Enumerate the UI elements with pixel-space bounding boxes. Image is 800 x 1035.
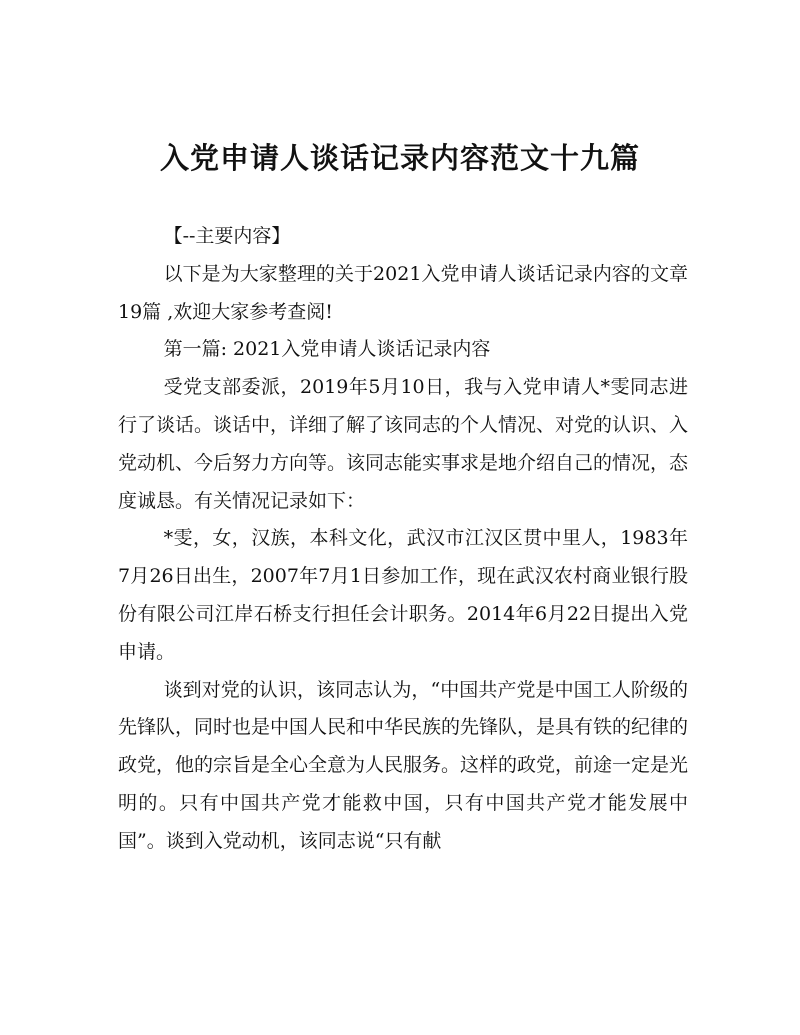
paragraph-chapter-heading: 第一篇: 2021入党申请人谈话记录内容 <box>163 338 491 361</box>
document-title: 入党申请人谈话记录内容范文十九篇 <box>159 141 640 175</box>
document-body <box>118 218 688 861</box>
paragraph-intro: 以下是为大家整理的关于2021入党申请人谈话记录内容的文章19篇 ,欢迎大家参考查阅! <box>118 262 688 323</box>
paragraph-interview-summary: 受党支部委派，2019年5月10日，我与入党申请人*雯同志进行了谈话。谈话中，详细了解了该同志的个人情况、对党的认识、入党动机、今后努力方向等。该同志能实事求是地介绍自己的情况，态度诚恳。有关情况记录如下： <box>118 376 689 512</box>
paragraph-summary-heading: 【--主要内容】 <box>163 225 291 247</box>
paragraph-personal-info: *雯，女，汉族，本科文化，武汉市江汉区贯中里人，1983年7月26日出生，2007年7月1日参加工作，现在武汉农村商业银行股份有限公司江岸石桥支行担任会计职务。2014年6月22日提出入党申请。 <box>118 527 688 663</box>
paragraph-party-understanding: 谈到对党的认识，该同志认为，“中国共产党是中国工人阶级的先锋队，同时也是中国人民和中华民族的先锋队，是具有铁的纪律的政党，他的宗旨是全心全意为人民服务。这样的政党，前途一定是光明的。只有中国共产党才能救中国，只有中国共产党才能发展中国”。谈到入党动机，该同志说“只有献 <box>118 678 689 852</box>
